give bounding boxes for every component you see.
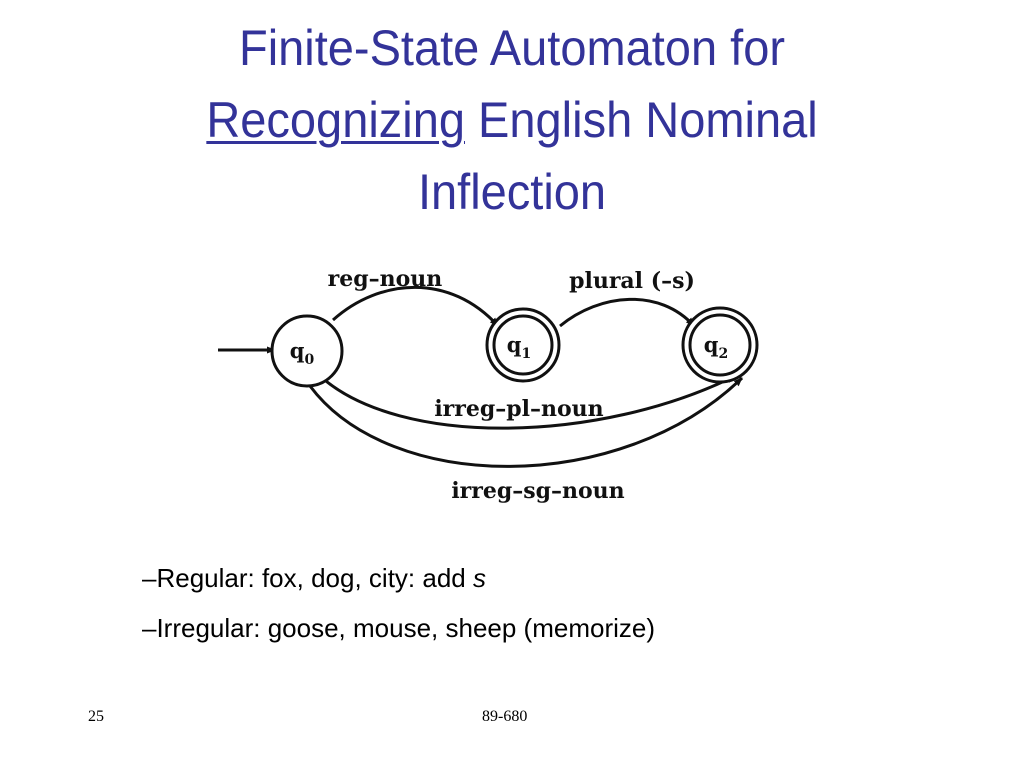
footer-course: 89-680 — [482, 708, 528, 725]
state-q1 — [487, 309, 559, 381]
title-line-3: Inflection — [417, 164, 607, 220]
state-label: $q_0$ — [289, 338, 315, 368]
state-q0 — [272, 316, 342, 386]
edge-q0-q1 — [333, 287, 498, 326]
bullet-item-regular — [142, 560, 655, 610]
state-label: $q_2$ — [703, 332, 729, 362]
edge-label-plural: plural (–s) — [569, 268, 695, 294]
bullet-text: –Irregular: goose, mouse, sheep (memorize) — [142, 613, 656, 643]
state-q2 — [683, 308, 757, 382]
bullet-list — [142, 560, 655, 660]
state-label: $q_1$ — [506, 332, 532, 362]
edge-q0-q2-sg — [310, 378, 742, 466]
edge-label-irreg-pl-noun: irreg–pl–noun — [434, 396, 604, 422]
edge-label-reg-noun: reg–noun — [327, 266, 443, 292]
bullet-emphasis: s — [472, 563, 486, 593]
edge-label-irreg-sg-noun: irreg–sg–noun — [451, 478, 625, 504]
state-outer-circle — [683, 308, 757, 382]
fsa-diagram — [0, 248, 1024, 518]
edge-q1-q2 — [560, 299, 694, 326]
title-line-2-rest: English Nominal — [465, 92, 818, 148]
slide-title — [31, 12, 994, 228]
state-outer-circle — [487, 309, 559, 381]
bullet-text: –Regular: fox, dog, city: add — [142, 563, 473, 593]
bullet-item-irregular — [142, 610, 655, 660]
page-number: 25 — [88, 708, 104, 725]
title-underlined-word: Recognizing — [206, 92, 465, 148]
title-line-1: Finite-State Automaton for — [238, 20, 785, 76]
title-line-2 — [31, 84, 994, 156]
state-circle — [272, 316, 342, 386]
